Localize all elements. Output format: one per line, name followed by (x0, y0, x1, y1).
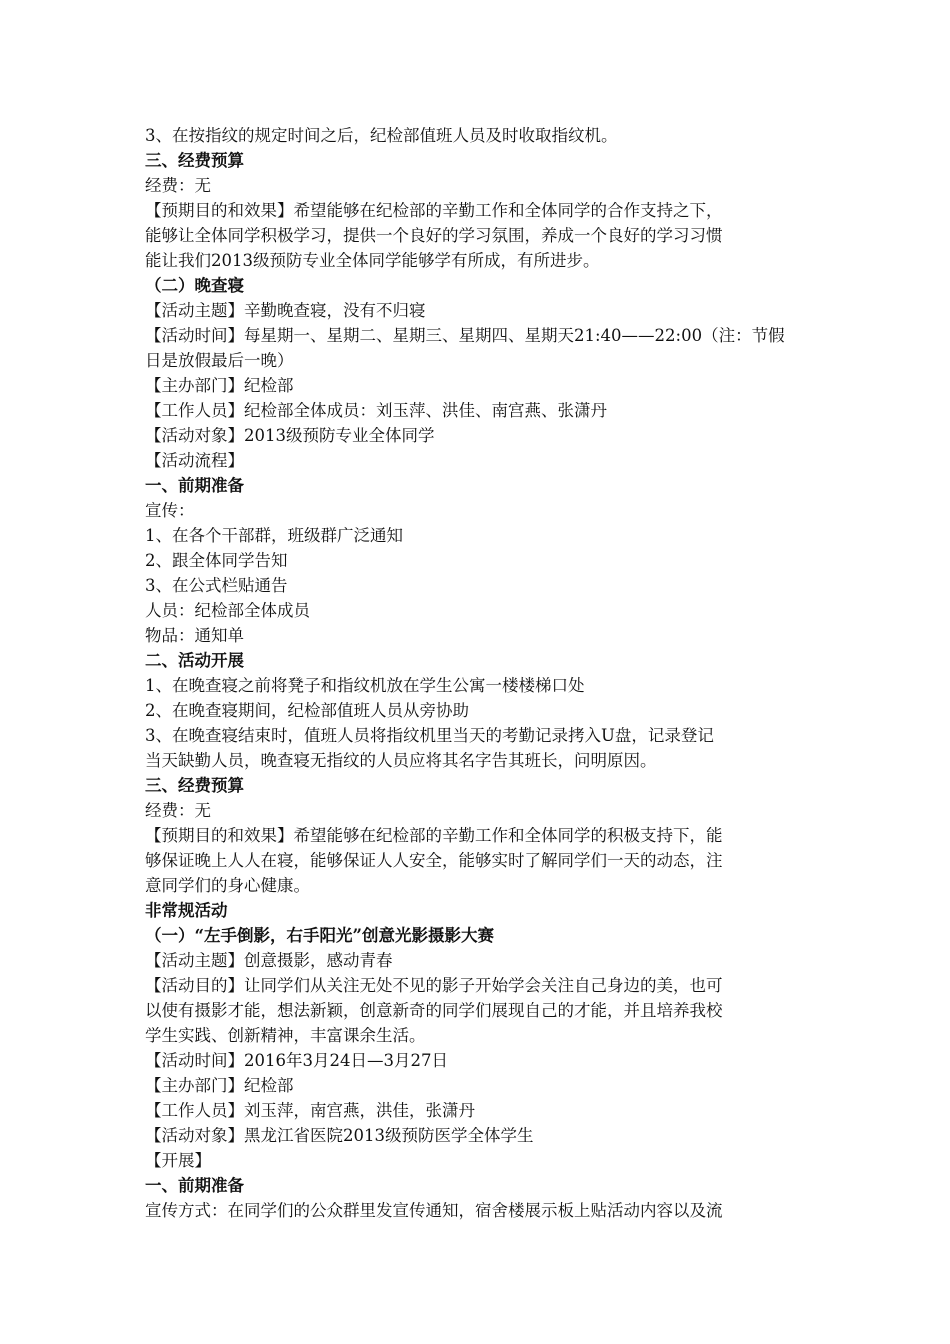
text-line: 1、在各个干部群，班级群广泛通知 (145, 526, 403, 545)
text-line: 【工作人员】纪检部全体成员：刘玉萍、洪佳、南宫燕、张潇丹 (145, 401, 607, 420)
text-line: 物品：通知单 (145, 626, 244, 645)
text-line: 3、在晚查寝结束时，值班人员将指纹机里当天的考勤记录拷入U盘，记录登记 (145, 726, 714, 745)
text-line: 【活动对象】黑龙江省医院2013级预防医学全体学生 (145, 1126, 534, 1145)
text-line: 【预期目的和效果】希望能够在纪检部的辛勤工作和全体同学的合作支持之下， (145, 201, 723, 220)
text-line: 宣传方式：在同学们的公众群里发宣传通知，宿舍楼展示板上贴活动内容以及流 (145, 1201, 723, 1220)
text-line: 经费：无 (145, 176, 211, 195)
text-line: 日是放假最后一晚） (145, 351, 294, 370)
text-line: 人员：纪检部全体成员 (145, 601, 310, 620)
section-heading: 二、活动开展 (145, 651, 244, 670)
text-line: 【预期目的和效果】希望能够在纪检部的辛勤工作和全体同学的积极支持下，能 (145, 826, 723, 845)
text-line: 能够让全体同学积极学习，提供一个良好的学习氛围，养成一个良好的学习习惯 (145, 226, 723, 245)
section-heading: （二）晚查寝 (145, 276, 244, 295)
text-line: 【活动目的】让同学们从关注无处不见的影子开始学会关注自己身边的美，也可 (145, 976, 723, 995)
text-line: 【主办部门】纪检部 (145, 1076, 294, 1095)
section-heading: 一、前期准备 (145, 1176, 244, 1195)
text-line: 【活动对象】2013级预防专业全体同学 (145, 426, 435, 445)
text-line: 3、在公式栏贴通告 (145, 576, 288, 595)
text-line: 【活动时间】2016年3月24日—3月27日 (145, 1051, 448, 1070)
text-line: 【工作人员】刘玉萍，南宫燕，洪佳，张潇丹 (145, 1101, 475, 1120)
text-line: 2、在晚查寝期间，纪检部值班人员从旁协助 (145, 701, 469, 720)
text-line: 学生实践、创新精神，丰富课余生活。 (145, 1026, 426, 1045)
text-line: 够保证晚上人人在寝，能够保证人人安全，能够实时了解同学们一天的动态，注 (145, 851, 723, 870)
text-line: 3、在按指纹的规定时间之后，纪检部值班人员及时收取指纹机。 (145, 126, 618, 145)
text-line: 经费：无 (145, 801, 211, 820)
section-heading: 三、经费预算 (145, 151, 244, 170)
text-line: 【活动主题】创意摄影，感动青春 (145, 951, 393, 970)
section-heading: 三、经费预算 (145, 776, 244, 795)
section-heading: 一、前期准备 (145, 476, 244, 495)
text-line: 【活动流程】 (145, 451, 244, 470)
document-body (145, 123, 810, 1223)
text-line: 【开展】 (145, 1151, 211, 1170)
text-line: 2、跟全体同学告知 (145, 551, 288, 570)
section-heading: 非常规活动 (145, 901, 228, 920)
text-line: 能让我们2013级预防专业全体同学能够学有所成，有所进步。 (145, 251, 600, 270)
text-line: 【主办部门】纪检部 (145, 376, 294, 395)
text-line: 宣传： (145, 501, 195, 520)
text-line: 【活动时间】每星期一、星期二、星期三、星期四、星期天21:40——22:00（注：节假 (145, 326, 785, 345)
text-line: 当天缺勤人员，晚查寝无指纹的人员应将其名字告其班长，问明原因。 (145, 751, 657, 770)
section-heading: （一）“左手倒影，右手阳光”创意光影摄影大赛 (145, 926, 494, 945)
text-line: 【活动主题】辛勤晚查寝，没有不归寝 (145, 301, 426, 320)
text-line: 1、在晚查寝之前将凳子和指纹机放在学生公寓一楼楼梯口处 (145, 676, 585, 695)
text-line: 以使有摄影才能，想法新颖，创意新奇的同学们展现自己的才能，并且培养我校 (145, 1001, 723, 1020)
text-line: 意同学们的身心健康。 (145, 876, 310, 895)
